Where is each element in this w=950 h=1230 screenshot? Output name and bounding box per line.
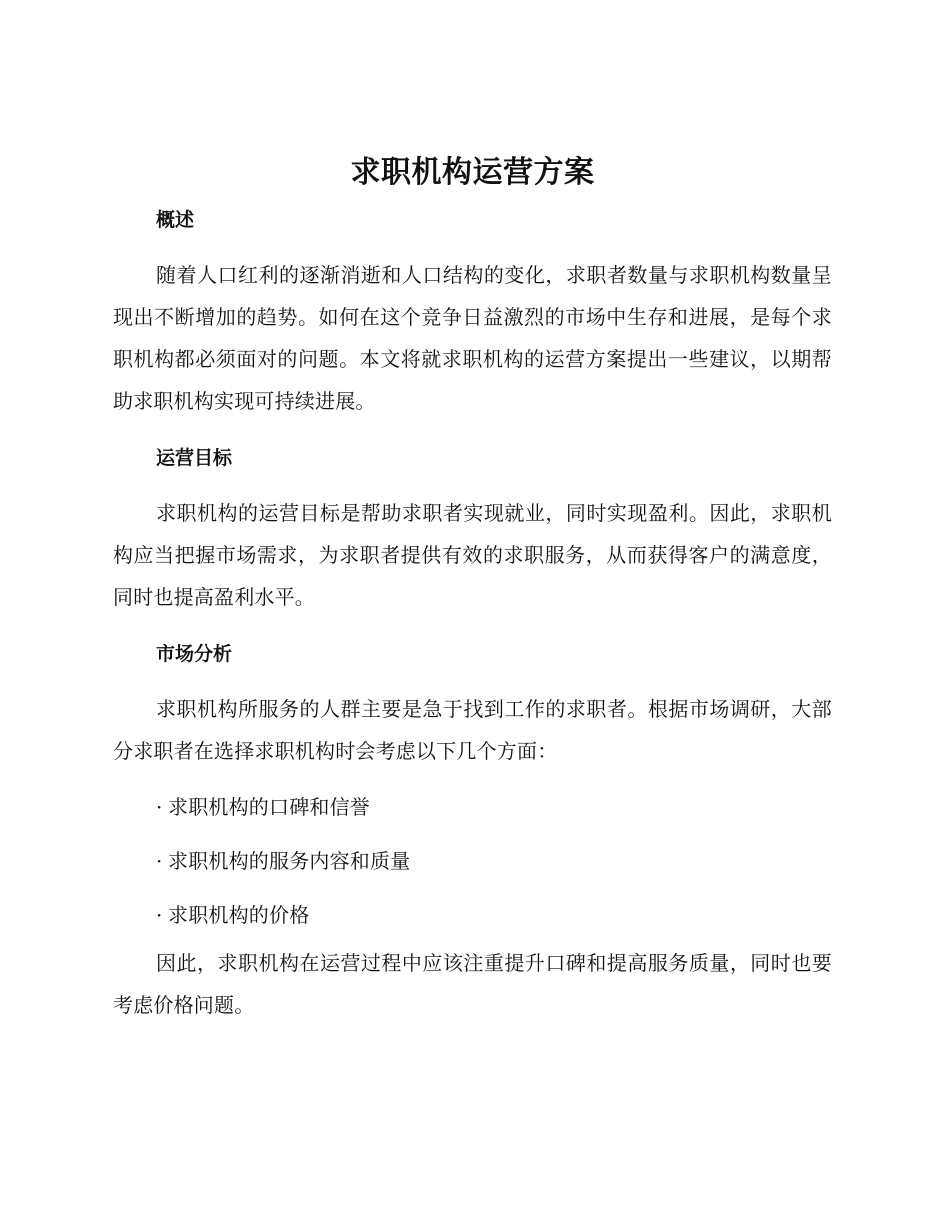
bullet-marker: · (156, 795, 163, 819)
paragraph-market-intro: 求职机构所服务的人群主要是急于找到工作的求职者。根据市场调研，大部分求职者在选择求职机构时会考虑以下几个方面： (113, 697, 832, 763)
market-factor-list (113, 780, 832, 942)
list-item (113, 780, 832, 834)
section-heading-market: 市场分析 (156, 643, 233, 665)
section-heading-goals: 运营目标 (156, 447, 233, 469)
list-item (113, 834, 832, 888)
bullet-marker: · (156, 849, 163, 873)
document-title: 求职机构运营方案 (350, 155, 595, 190)
list-item (113, 888, 832, 942)
paragraph-goals: 求职机构的运营目标是帮助求职者实现就业，同时实现盈利。因此，求职机构应当把握市场需求，为求职者提供有效的求职服务，从而获得客户的满意度，同时也提高盈利水平。 (113, 501, 832, 609)
paragraph-overview: 随着人口红利的逐渐消逝和人口结构的变化，求职者数量与求职机构数量呈现出不断增加的趋势。如何在这个竞争日益激烈的市场中生存和进展，是每个求职机构都必须面对的问题。本文将就求职机构的运营方案提出一些建议，以期帮助求职机构实现可持续进展。 (113, 263, 832, 413)
bullet-marker: · (156, 903, 163, 927)
list-item-text: 求职机构的服务内容和质量 (168, 849, 411, 873)
list-item-text: 求职机构的口碑和信誉 (168, 795, 370, 819)
paragraph-market-conclusion: 因此，求职机构在运营过程中应该注重提升口碑和提高服务质量，同时也要考虑价格问题。 (113, 951, 832, 1017)
section-heading-overview: 概述 (156, 209, 195, 231)
list-item-text: 求职机构的价格 (168, 903, 310, 927)
